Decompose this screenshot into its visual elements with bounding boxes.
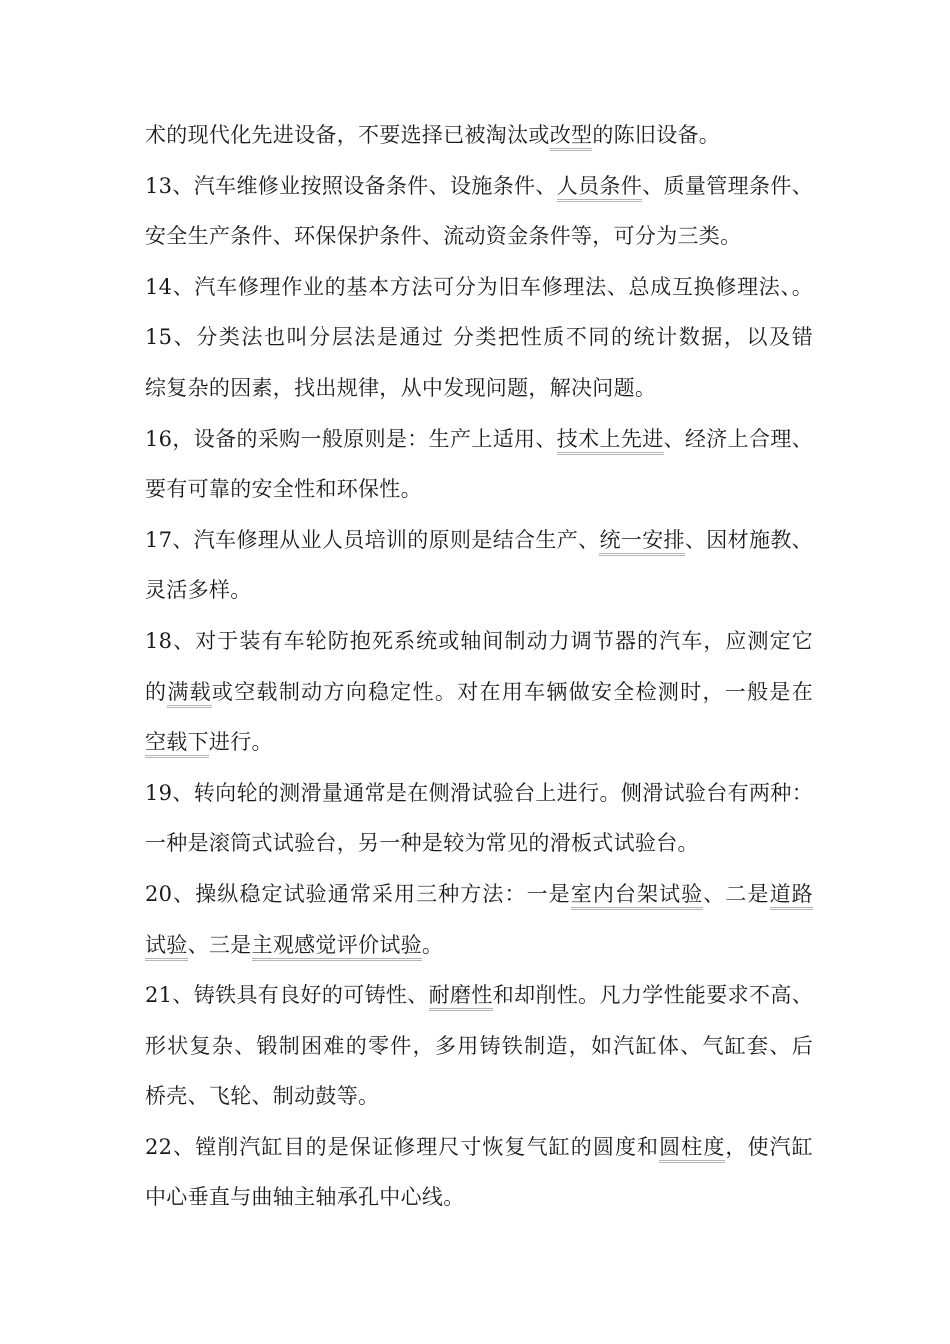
text-line (145, 923, 813, 974)
text-segment: 21、铸铁具有良好的可铸性、 (145, 983, 429, 1008)
text-line (145, 366, 813, 417)
text-line (145, 164, 813, 215)
text-line (145, 315, 813, 366)
underlined-answer: 耐磨性 (429, 983, 493, 1011)
text-segment: 的陈旧设备。 (592, 123, 721, 147)
underlined-answer: 室内台架试验 (571, 882, 704, 910)
text-line (145, 518, 813, 569)
text-line (145, 265, 813, 316)
text-segment: 进行。 (208, 730, 273, 755)
text-line (145, 670, 813, 721)
text-segment: 、经济上合理、 (663, 426, 813, 451)
underlined-answer: 圆柱度 (659, 1135, 725, 1163)
text-segment: 灵活多样。 (145, 578, 252, 603)
text-segment: 的 (145, 679, 168, 704)
underlined-answer: 人员条件 (557, 174, 642, 202)
underlined-answer: 试验 (145, 933, 188, 961)
text-line (145, 417, 813, 468)
text-segment: 13、汽车维修业按照设备条件、设施条件、 (145, 173, 557, 198)
text-segment: 一种是滚筒式试验台，另一种是较为常见的滑板式试验台。 (145, 831, 699, 856)
text-line (145, 973, 813, 1024)
text-line (145, 113, 813, 164)
text-line (145, 872, 813, 923)
text-segment: 、二是 (703, 881, 770, 906)
text-segment: 术的现代化先进设备，不要选择已被淘汰或 (145, 123, 550, 147)
text-segment: 桥壳、飞轮、制动鼓等。 (145, 1084, 380, 1109)
text-segment: 要有可靠的安全性和环保性。 (145, 477, 422, 502)
text-line (145, 1024, 813, 1075)
text-segment: 、质量管理条件、 (642, 173, 813, 198)
text-segment: 14、汽车修理作业的基本方法可分为旧车修理法、总成互换修理法、。 (145, 274, 813, 299)
underlined-answer: 改型 (550, 123, 593, 151)
text-line (145, 568, 813, 619)
underlined-answer: 统一安排 (599, 528, 684, 556)
text-segment: 中心垂直与曲轴主轴承孔中心线。 (145, 1185, 465, 1210)
text-line (145, 771, 813, 822)
text-line (145, 1125, 813, 1176)
text-segment: 18、对于装有车轮防抱死系统或轴间制动力调节器的汽车，应测定它 (145, 628, 813, 653)
text-line (145, 720, 813, 771)
text-segment: 综复杂的因素，找出规律，从中发现问题，解决问题。 (145, 375, 657, 400)
text-segment: 15、分类法也叫分层法是通过 分类把性质不同的统计数据，以及错 (145, 325, 813, 350)
text-segment: 、三是 (187, 932, 252, 957)
text-segment: 或空载制动方向稳定性。对在用车辆做安全检测时，一般是在 (211, 679, 813, 704)
text-segment: 。 (421, 932, 444, 957)
text-line (145, 1074, 813, 1125)
text-segment: 22、镗削汽缸目的是保证修理尺寸恢复气缸的圆度和 (145, 1134, 660, 1159)
underlined-answer: 主观感觉评价试验 (252, 933, 422, 961)
underlined-answer: 技术上先进 (557, 427, 664, 455)
underlined-answer: 道路 (770, 882, 813, 910)
text-segment: 20、操纵稳定试验通常采用三种方法：一是 (145, 881, 571, 906)
text-segment: 安全生产条件、环保保护条件、流动资金条件等，可分为三类。 (145, 224, 742, 249)
underlined-answer: 空载下 (145, 730, 209, 758)
text-segment: ，使汽缸 (725, 1134, 813, 1159)
text-line (145, 467, 813, 518)
text-segment: 17、汽车修理从业人员培训的原则是结合生产、 (145, 527, 600, 552)
text-segment: 19、转向轮的测滑量通常是在侧滑试验台上进行。侧滑试验台有两种： (145, 780, 813, 805)
text-segment: 形状复杂、锻制困难的零件，多用铸铁制造，如汽缸体、气缸套、后 (145, 1033, 813, 1058)
text-segment: 、因材施教、 (684, 527, 813, 552)
text-line (145, 619, 813, 670)
document-body (145, 113, 813, 1226)
text-segment: 16，设备的采购一般原则是：生产上适用、 (145, 426, 557, 451)
text-line (145, 1175, 813, 1226)
text-segment: 和却削性。凡力学性能要求不高、 (492, 983, 814, 1008)
text-line (145, 821, 813, 872)
text-line (145, 214, 813, 265)
underlined-answer: 满载 (167, 680, 212, 708)
